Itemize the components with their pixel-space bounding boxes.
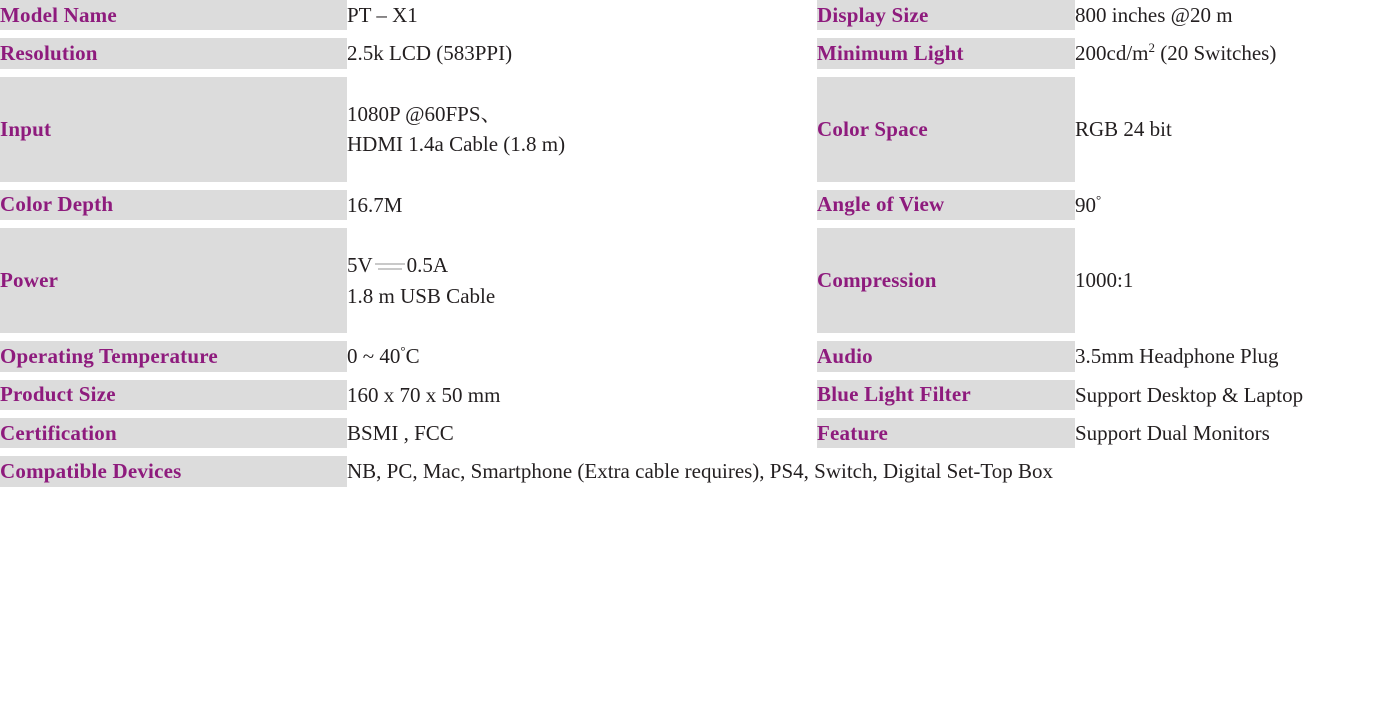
power-voltage: 5V — [347, 253, 373, 278]
table-row — [0, 228, 1399, 333]
power-value-line-2: 1.8 m USB Cable — [347, 283, 496, 308]
row-value-power — [347, 228, 817, 333]
row-value-feature: Support Dual Monitors — [1075, 418, 1399, 448]
table-row — [0, 456, 1399, 486]
row-label-color-space: Color Space — [817, 77, 1075, 182]
row-value-operating-temperature — [347, 341, 817, 371]
table-row — [0, 38, 1399, 68]
row-label-feature: Feature — [817, 418, 1075, 448]
temperature-range: 0 ~ 40 — [347, 344, 401, 369]
row-value-certification: BSMI , FCC — [347, 418, 817, 448]
table-row — [0, 380, 1399, 410]
degree-symbol: ° — [400, 343, 406, 359]
temperature-unit: C — [405, 344, 420, 369]
row-label-angle-of-view: Angle of View — [817, 190, 1075, 220]
row-value-audio: 3.5mm Headphone Plug — [1075, 341, 1399, 371]
row-value-display-size: 800 inches @20 m — [1075, 0, 1399, 30]
row-value-model-name: PT – X1 — [347, 0, 817, 30]
row-value-color-depth: 16.7M — [347, 190, 817, 220]
row-value-resolution: 2.5k LCD (583PPI) — [347, 38, 817, 68]
row-label-compatible-devices: Compatible Devices — [0, 456, 347, 486]
degree-symbol: ° — [1096, 191, 1102, 207]
row-divider — [0, 30, 1399, 38]
row-divider — [0, 69, 1399, 77]
row-value-color-space: RGB 24 bit — [1075, 77, 1399, 182]
row-label-operating-temperature: Operating Temperature — [0, 341, 347, 371]
row-divider — [0, 448, 1399, 456]
row-divider — [0, 220, 1399, 228]
row-value-compression: 1000:1 — [1075, 228, 1399, 333]
power-value-line-1 — [347, 250, 817, 280]
input-value-line-1: 1080P @60FPS、 — [347, 101, 502, 126]
row-divider — [0, 410, 1399, 418]
row-divider — [0, 333, 1399, 341]
row-value-blue-light-filter: Support Desktop & Laptop — [1075, 380, 1399, 410]
power-current: 0.5A — [406, 253, 449, 278]
minimum-light-exponent: 2 — [1148, 40, 1155, 56]
table-row — [0, 418, 1399, 448]
row-value-compatible-devices: NB, PC, Mac, Smartphone (Extra cable requires), PS4, Switch, Digital Set-Top Box — [347, 456, 1399, 486]
row-label-resolution: Resolution — [0, 38, 347, 68]
minimum-light-value-note: (20 Switches) — [1160, 41, 1277, 66]
row-label-display-size: Display Size — [817, 0, 1075, 30]
row-value-minimum-light — [1075, 38, 1399, 68]
row-label-color-depth: Color Depth — [0, 190, 347, 220]
table-row — [0, 341, 1399, 371]
row-label-model-name: Model Name — [0, 0, 347, 30]
table-row — [0, 77, 1399, 182]
row-value-input — [347, 77, 817, 182]
row-label-input: Input — [0, 77, 347, 182]
row-label-blue-light-filter: Blue Light Filter — [817, 380, 1075, 410]
row-label-power: Power — [0, 228, 347, 333]
row-label-minimum-light: Minimum Light — [817, 38, 1075, 68]
row-value-angle-of-view — [1075, 190, 1399, 220]
row-value-product-size: 160 x 70 x 50 mm — [347, 380, 817, 410]
input-value-line-2: HDMI 1.4a Cable (1.8 m) — [347, 132, 566, 157]
row-label-product-size: Product Size — [0, 380, 347, 410]
row-divider — [0, 182, 1399, 190]
row-label-audio: Audio — [817, 341, 1075, 371]
row-label-compression: Compression — [817, 228, 1075, 333]
row-label-certification: Certification — [0, 418, 347, 448]
row-divider — [0, 372, 1399, 380]
minimum-light-value-main: 200cd/m — [1075, 41, 1149, 66]
dc-current-icon — [375, 261, 405, 273]
table-row — [0, 0, 1399, 30]
angle-value-main: 90 — [1075, 192, 1096, 217]
table-row — [0, 190, 1399, 220]
